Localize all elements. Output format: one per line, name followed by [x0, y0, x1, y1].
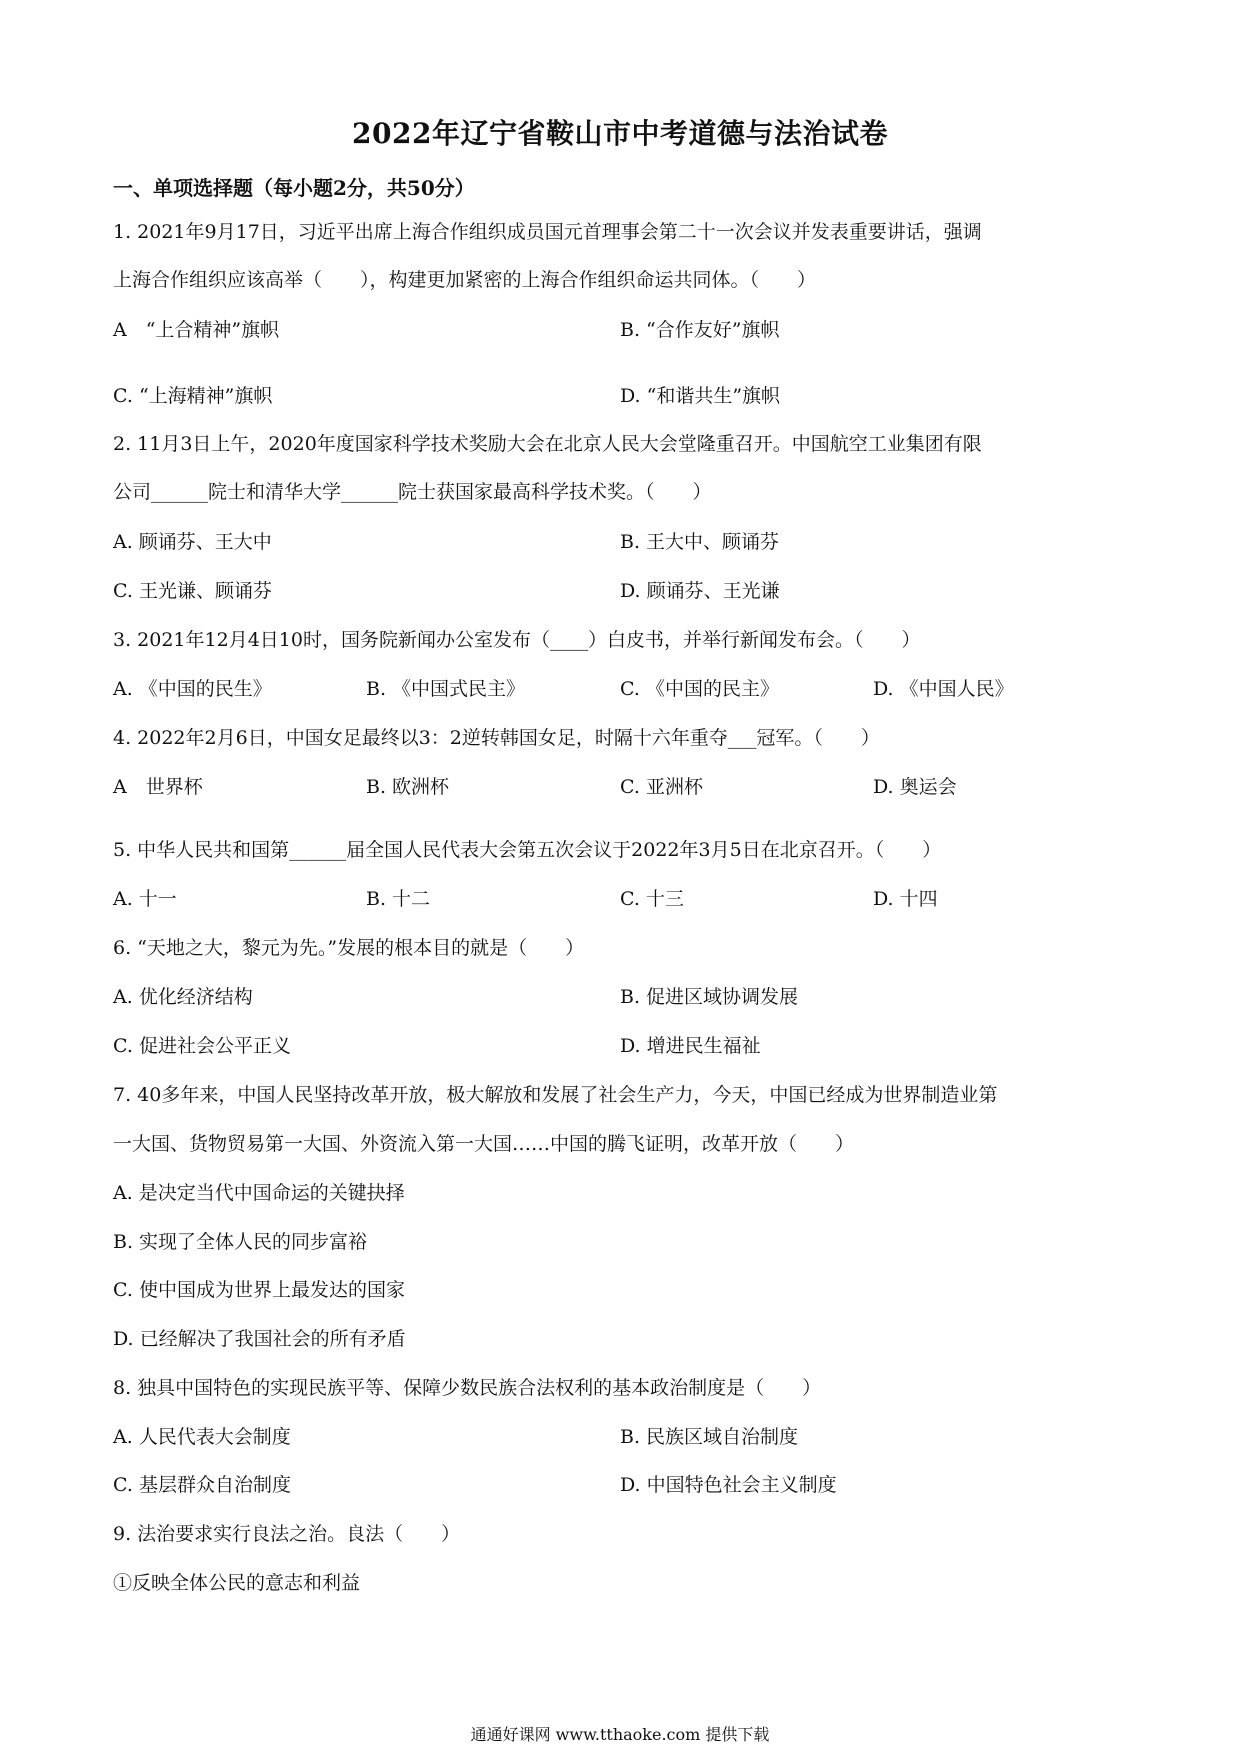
question-3-line-1: 3. 2021年12月4日10时，国务院新闻办公室发布（____）白皮书，并举行新闻发布会。（ ） [113, 629, 921, 651]
question-2-line-1: 2. 11月3日上午，2020年度国家科学技术奖励大会在北京人民大会堂隆重召开。中国航空工业集团有限 [113, 433, 982, 455]
question-7-line-1: 7. 40多年来，中国人民坚持改革开放，极大解放和发展了社会生产力，今天，中国已经成为世界制造业第 [113, 1084, 998, 1106]
question-1-option-d: D. “和谐共生”旗帜 [620, 385, 781, 407]
question-7-option-a: A. 是决定当代中国命运的关键抉择 [113, 1182, 405, 1204]
question-4-option-b: B. 欧洲杯 [366, 776, 450, 798]
question-4-option-a: A 世界杯 [113, 776, 203, 798]
question-8-line-1: 8. 独具中国特色的实现民族平等、保障少数民族合法权利的基本政治制度是（ ） [113, 1377, 822, 1399]
question-2-option-c: C. 王光谦、顾诵芬 [113, 580, 272, 602]
question-6-line-1: 6. “天地之大，黎元为先。”发展的根本目的就是（ ） [113, 937, 585, 959]
question-3-option-d: D. 《中国人民》 [873, 678, 1014, 700]
question-1-line-2: 上海合作组织应该高举（ ），构建更加紧密的上海合作组织命运共同体。（ ） [113, 269, 817, 291]
page-title: 2022年辽宁省鞍山市中考道德与法治试卷 [352, 117, 888, 150]
question-2-option-a: A. 顾诵芬、王大中 [113, 531, 272, 553]
question-5-option-a: A. 十一 [113, 888, 177, 910]
question-1-option-b: B. “合作友好”旗帜 [620, 319, 780, 341]
question-6-option-b: B. 促进区域协调发展 [620, 986, 799, 1008]
question-7-line-2: 一大国、货物贸易第一大国、外资流入第一大国……中国的腾飞证明，改革开放（ ） [113, 1133, 855, 1155]
question-4-line-1: 4. 2022年2月6日，中国女足最终以3：2逆转韩国女足，时隔十六年重夺___冠军。（ ） [113, 727, 880, 749]
page-footer: 通通好课网 www.tthaoke.com 提供下载 [470, 1725, 770, 1744]
question-9-line-1: 9. 法治要求实行良法之治。良法（ ） [113, 1523, 461, 1545]
question-6-option-c: C. 促进社会公平正义 [113, 1035, 291, 1057]
question-5-option-b: B. 十二 [366, 888, 431, 910]
question-8-option-b: B. 民族区域自治制度 [620, 1426, 799, 1448]
question-6-option-d: D. 增进民生福祉 [620, 1035, 761, 1057]
question-1-option-c: C. “上海精神”旗帜 [113, 385, 273, 407]
section-heading: 一、单项选择题（每小题2分，共50分） [113, 176, 475, 200]
question-3-option-a: A. 《中国的民生》 [113, 678, 272, 700]
question-7-option-d: D. 已经解决了我国社会的所有矛盾 [113, 1328, 406, 1350]
question-2-option-b: B. 王大中、顾诵芬 [620, 531, 780, 553]
question-3-option-c: C. 《中国的民主》 [620, 678, 779, 700]
question-5-line-1: 5. 中华人民共和国第______届全国人民代表大会第五次会议于2022年3月5日在北京召开。（ ） [113, 839, 942, 861]
question-4-option-c: C. 亚洲杯 [620, 776, 703, 798]
question-2-line-2: 公司______院士和清华大学______院士获国家最高科学技术奖。（ ） [113, 481, 712, 503]
question-6-option-a: A. 优化经济结构 [113, 986, 253, 1008]
question-8-option-d: D. 中国特色社会主义制度 [620, 1474, 837, 1496]
question-8-option-c: C. 基层群众自治制度 [113, 1474, 291, 1496]
question-5-option-d: D. 十四 [873, 888, 938, 910]
question-7-option-c: C. 使中国成为世界上最发达的国家 [113, 1279, 405, 1301]
question-1-option-a: A “上合精神”旗帜 [113, 319, 280, 341]
question-1-line-1: 1. 2021年9月17日，习近平出席上海合作组织成员国元首理事会第二十一次会议并发表重要讲话，强调 [113, 221, 982, 243]
question-8-option-a: A. 人民代表大会制度 [113, 1426, 291, 1448]
question-4-option-d: D. 奥运会 [873, 776, 957, 798]
question-7-option-b: B. 实现了全体人民的同步富裕 [113, 1231, 368, 1253]
question-9-line-2: ①反映全体公民的意志和利益 [113, 1572, 361, 1594]
question-3-option-b: B. 《中国式民主》 [366, 678, 526, 700]
question-2-option-d: D. 顾诵芬、王光谦 [620, 580, 780, 602]
question-5-option-c: C. 十三 [620, 888, 684, 910]
